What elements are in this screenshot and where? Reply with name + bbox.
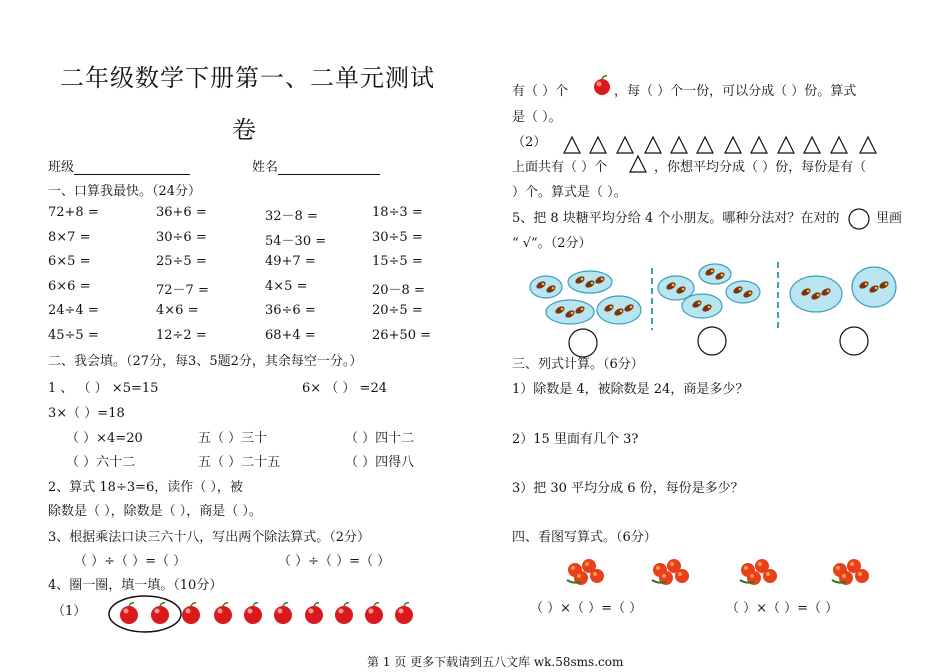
- r-line1-b: ，每（ ）个一份，可以分成（ ）份。算式: [614, 84, 857, 99]
- apple-icon: [365, 603, 383, 624]
- triangle-icon: [645, 137, 661, 153]
- calc-item: 20－8 =: [372, 282, 425, 298]
- candy-plate: [568, 271, 612, 293]
- candy-plate: [530, 276, 562, 298]
- q1-d2: 五（ ）三十: [198, 431, 268, 446]
- apple-icon: [151, 603, 169, 624]
- r-line1-a: 有（ ）个: [512, 84, 569, 99]
- calc-item: 54－30 =: [265, 233, 327, 249]
- s3-q1: 1）除数是 4，被除数是 24，商是多少？: [512, 382, 749, 397]
- calc-item: 72+8 =: [48, 205, 99, 220]
- calc-item: 20÷5 =: [372, 303, 423, 318]
- calc-item: 36÷6 =: [265, 303, 316, 318]
- calc-item: 49+7 =: [265, 254, 316, 269]
- triangle-icon: [671, 137, 687, 153]
- q5-text-c: “ √”。（2分）: [512, 236, 592, 251]
- q1-e2: 五（ ）二十五: [198, 455, 281, 470]
- s4-answer-b: （ ）×（ ）=（ ）: [726, 601, 839, 616]
- calc-item: 4×6 =: [156, 303, 199, 318]
- calc-item: 30÷6 =: [156, 229, 207, 245]
- section3-heading: 三、列式计算。（6分）: [512, 357, 644, 372]
- calc-item: 72－7 =: [156, 282, 209, 298]
- section1-heading: 一、口算我最快。（24分）: [48, 184, 202, 199]
- page-title-continued: 卷: [232, 116, 257, 144]
- calc-item: 25÷5 =: [156, 254, 207, 269]
- q2-line2: 除数是（ ），除数是（ ），商是（ ）。: [48, 504, 262, 519]
- triangle-icon: [860, 137, 876, 153]
- s3-q3: 3）把 30 平均分成 6 份，每份是多少？: [512, 481, 744, 496]
- q1-e1: （ ）六十二: [66, 455, 136, 470]
- q1-e3: （ ）四得八: [345, 455, 415, 470]
- q2-line1: 2、算式 18÷3=6，读作（ ），被: [48, 480, 243, 495]
- candy-plate: [699, 264, 731, 284]
- s4-answer-a: （ ）×（ ）=（ ）: [530, 601, 643, 616]
- q1-a: 1 、 （ ） ×5=15: [48, 381, 159, 396]
- flower-group: [740, 559, 777, 585]
- triangle-icon: [751, 137, 767, 153]
- section4-heading: 四、看图写算式。（6分）: [512, 530, 657, 545]
- candy-plate: [597, 296, 641, 324]
- q3-prompt: 3、根据乘法口诀三六十八，写出两个除法算式。（2分）: [48, 530, 371, 545]
- r-line4-b: ，你想平均分成（ ）份，每份是有（: [654, 160, 867, 175]
- apple-icon: [182, 603, 200, 624]
- q4-1-label: （1）: [52, 604, 87, 619]
- calc-item: 68+4 =: [265, 327, 316, 343]
- flower-group: [567, 559, 604, 585]
- calc-item: 26+50 =: [372, 327, 432, 343]
- section2-heading: 二、我会填。（27分，每3、5题2分，其余每空一分。）: [48, 354, 363, 369]
- triangle-icon: [564, 137, 580, 153]
- calc-item: 32－8 =: [265, 209, 318, 224]
- choice-circle-2[interactable]: [698, 327, 726, 355]
- r-line3: （2）: [512, 135, 547, 150]
- triangle-row: [564, 137, 876, 153]
- candy-plate: [790, 276, 842, 312]
- calc-item: 8×7 =: [48, 229, 91, 245]
- calc-item: 15÷5 =: [372, 254, 423, 269]
- triangle-icon: [725, 137, 741, 153]
- flower-icon: [675, 569, 689, 583]
- triangle-icon: [778, 137, 794, 153]
- flower-group: [832, 559, 869, 585]
- candy-plate: [546, 300, 594, 324]
- choice-circle-1[interactable]: [569, 329, 597, 357]
- answer-circle[interactable]: [849, 209, 869, 229]
- candy-groups: [530, 264, 896, 324]
- class-label: 班级: [48, 160, 75, 175]
- q5-text-a: 5、把 8 块糖平均分给 4 个小朋友。哪种分法对？在对的: [512, 211, 840, 226]
- r-line5: ）个。算式是（ ）。: [512, 185, 627, 200]
- calc-item: 36+6 =: [156, 205, 207, 220]
- r-line4-a: 上面共有（ ）个: [512, 160, 608, 175]
- q3-answer-a: （ ）÷（ ）=（ ）: [74, 554, 187, 569]
- flower-icon: [763, 569, 777, 583]
- apple-icon: [594, 76, 610, 95]
- candy-plate: [852, 267, 896, 307]
- flower-group: [652, 559, 689, 585]
- calc-item: 45÷5 =: [48, 327, 99, 343]
- s3-q2: 2）15 里面有几个 3?: [512, 432, 639, 447]
- triangle-icon: [831, 137, 847, 153]
- apple-icon: [395, 603, 413, 624]
- apple-icon: [274, 603, 292, 624]
- q4-prompt: 4、圈一圈，填一填。（10分）: [48, 578, 223, 593]
- calc-item: 6×6 =: [48, 278, 91, 294]
- apple-row: [120, 603, 413, 624]
- triangle-icon: [617, 137, 633, 153]
- page-footer: 第 1 页 更多下载请到五八文库 wk.58sms.com: [367, 655, 624, 669]
- q1-d1: （ ）×4=20: [66, 431, 143, 446]
- calc-item: 18÷3 =: [372, 205, 423, 220]
- candy-plate: [682, 294, 722, 318]
- calc-item: 6×5 =: [48, 254, 91, 269]
- apple-icon: [244, 603, 262, 624]
- flower-icon: [855, 569, 869, 583]
- calc-item: 12÷2 =: [156, 327, 207, 343]
- q5-text-b: 里画: [876, 211, 903, 226]
- apple-icon: [120, 603, 138, 624]
- triangle-icon: [697, 137, 713, 153]
- name-label: 姓名: [252, 160, 279, 175]
- triangle-icon: [804, 137, 820, 153]
- q3-answer-b: （ ）÷（ ）=（ ）: [278, 554, 391, 569]
- q1-c: 3×（ ）=18: [48, 406, 125, 421]
- r-line2: 是（ ）。: [512, 110, 562, 125]
- choice-circle-3[interactable]: [840, 327, 868, 355]
- page-title: 二年级数学下册第一、二单元测试: [60, 64, 435, 92]
- calc-item: 30÷5 =: [372, 229, 423, 245]
- apple-icon: [335, 603, 353, 624]
- q1-d3: （ ）四十二: [345, 431, 415, 446]
- sample-circle: [109, 596, 181, 632]
- flower-groups: [567, 559, 869, 585]
- q1-b: 6× （ ） =24: [302, 381, 387, 396]
- calc-item: 4×5 =: [265, 278, 308, 294]
- apple-icon: [214, 603, 232, 624]
- candy-plate: [726, 281, 760, 303]
- triangle-icon: [630, 156, 646, 172]
- apple-icon: [305, 603, 323, 624]
- flower-icon: [590, 569, 604, 583]
- candy-plate: [658, 276, 694, 300]
- calc-item: 24÷4 =: [48, 303, 99, 318]
- triangle-icon: [590, 137, 606, 153]
